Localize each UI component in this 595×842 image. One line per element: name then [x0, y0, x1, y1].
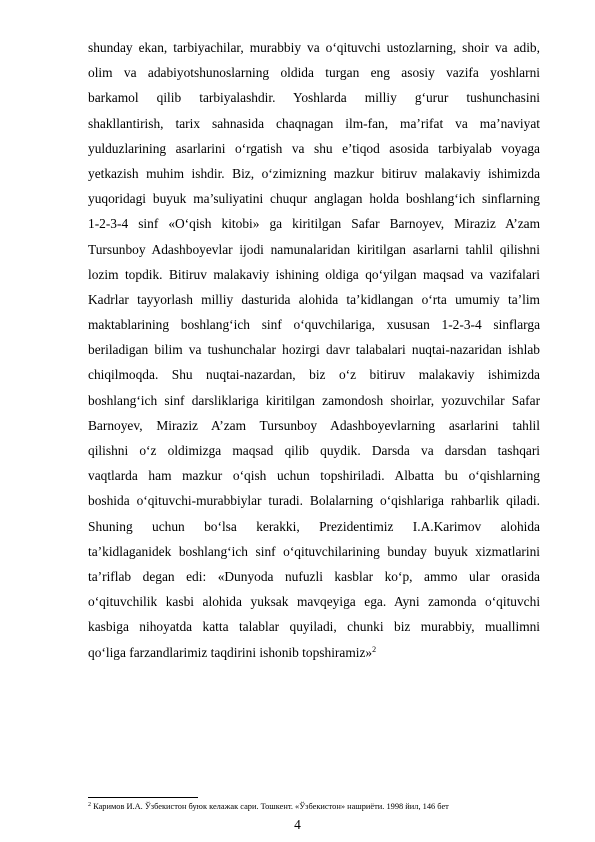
text-line: kasbiga nihoyatda katta talablar quyiladi, chunki biz murabbiy, muallimni [88, 619, 541, 635]
text-line: boshlangʻich sinf darsliklariga kiritilgan zamondosh shoirlar, yozuvchilar Safar [88, 392, 541, 408]
text-line: barkamol qilib tarbiyalashdir. Yoshlarda milliy g‘urur tushunchasini [88, 90, 540, 106]
text-line: beriladigan bilim va tushunchalar hozirgi davr talabalari nuqtai-nazaridan ishlab [88, 342, 540, 358]
text-line: qilishni oʻz oldimizga maqsad qilib quydik. Darsda va darsdan tashqari [88, 443, 541, 458]
text-line: Kadrlar tayyorlash milliy dasturida alohida ta’kidlangan oʻrta umumiy ta’lim [88, 291, 540, 307]
text-line-last [88, 644, 540, 669]
text-line: Barnoyev, Miraziz A’zam Tursunboy Adashboyevlarning asarlarini tahlil [88, 417, 541, 433]
footnote-reference[interactable]: 2 [372, 644, 377, 654]
text-line: boshida oʻqituvchi-murabbiylar turadi. Bolalarning oʻqishlariga rahbarlik qiladi. [88, 493, 540, 509]
text-line: vaqtlarda ham mazkur oʻqish uchun topshiriladi. Albatta bu oʻqishlarning [88, 468, 540, 484]
text-line: lozim topdik. Bitiruv malakaviy ishining oldiga qoʻyilgan maqsad va vazifalari [88, 266, 541, 282]
text-line: shakllantirish, tarix sahnasida chaqnagan ilm-fan, ma’rifat va ma’naviyat [88, 115, 541, 131]
text-line: maktablarining boshlangʻich sinf oʻquvchilariga, xususan 1-2-3-4 sinflarga [88, 317, 541, 333]
text-line: yulduzlarining asarlarini oʻrgatish va shu e’tiqod asosida tarbiyalab voyaga [88, 140, 540, 156]
quote-end-text: qoʻliga farzandlarimiz taqdirini ishonib topshiramiz» [88, 644, 373, 660]
text-line: ta’kidlaganidek boshlangʻich sinf oʻqituvchilarining bunday buyuk xizmatlarini [88, 543, 540, 559]
text-line: 1-2-3-4 sinf «Oʻqish kitobi» ga kiritilgan Safar Barnoyev, Miraziz A’zam [88, 216, 541, 232]
text-line: yuqoridagi buyuk ma’suliyatini chuqur anglagan holda boshlangʻich sinflarning [88, 191, 541, 207]
footnote [88, 801, 548, 813]
text-line: shunday ekan, tarbiyachilar, murabbiy va oʻqituvchi ustozlarning, shoir va adib, [88, 40, 540, 55]
footnote-separator [88, 797, 198, 798]
footnote-marker: 2 [88, 802, 91, 808]
text-line: Tursunboy Adashboyevlar ijodi namunalaridan kiritilgan asarlarni tahlil qilishni [88, 241, 540, 257]
text-line: yetkazish muhim ishdir. Biz, oʻzimizning mazkur bitiruv malakaviy ishimizda [88, 165, 541, 181]
text-line: chiqilmoqda. Shu nuqtai-nazardan, biz oʻz bitiruv malakaviy ishimizda [88, 367, 540, 383]
page-number: 4 [294, 817, 301, 832]
text-line: ta’riflab degan edi: «Dunyoda nufuzli kasblar koʻp, ammo ular orasida [88, 568, 540, 584]
text-line: oʻqituvchilik kasbi alohida yuksak mavqeyiga ega. Ayni zamonda oʻqituvchi [88, 594, 541, 610]
footnote-text: Каримов И.А. Ўзбекистон буюк келажак сари. Тошкент. «Ўзбекистон» нашриёти. 1998 йил, 146 бет [91, 802, 449, 811]
body-text [88, 39, 540, 669]
text-line: olim va adabiyotshunoslarning oldida turgan eng asosiy vazifa yoshlarni [88, 65, 541, 81]
text-line: Shuning uchun bo‘lsa kerakki, Prezidentimiz I.A.Karimov alohida [88, 518, 541, 534]
